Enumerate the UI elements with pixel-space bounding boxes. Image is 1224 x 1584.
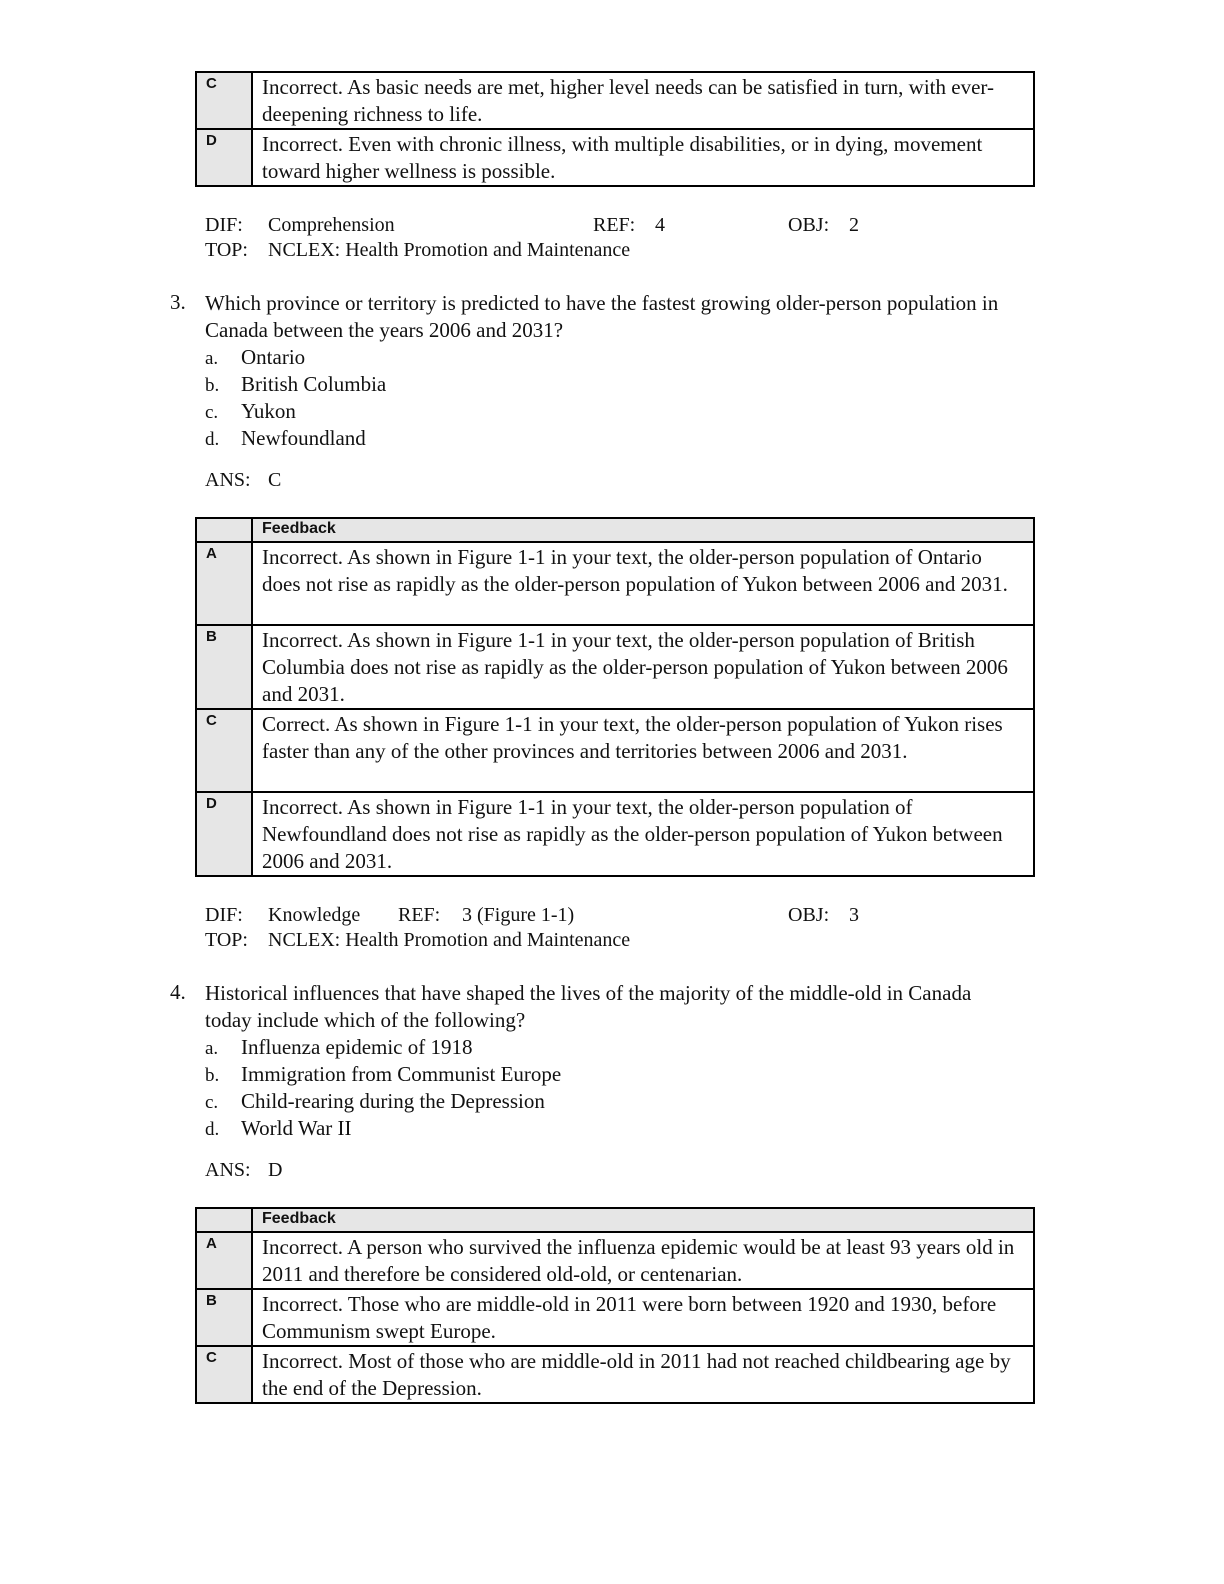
option-text: Newfoundland xyxy=(241,426,366,450)
obj-label: OBJ: xyxy=(788,904,830,926)
answer-label: ANS: xyxy=(205,1159,251,1181)
option-b xyxy=(205,371,386,399)
question-text: Historical influences that have shaped the lives of the majority of the middle-old in Canada today include which of the following? xyxy=(205,981,972,1032)
dif-value: Comprehension xyxy=(268,214,395,236)
feedback-row-label: A xyxy=(196,542,252,625)
option-text: British Columbia xyxy=(241,372,387,396)
top-value: NCLEX: Health Promotion and Maintenance xyxy=(268,239,631,261)
option-a xyxy=(205,1034,473,1062)
option-letter: b. xyxy=(205,375,220,396)
feedback-row xyxy=(196,1289,1034,1346)
option-text: Influenza epidemic of 1918 xyxy=(241,1035,473,1059)
option-text: World War II xyxy=(241,1116,352,1140)
feedback-row-text: Incorrect. Even with chronic illness, with multiple disabilities, or in dying, movement toward higher wellness is possible. xyxy=(252,129,1034,186)
feedback-row-text: Incorrect. A person who survived the influenza epidemic would be at least 93 years old in 2011 and therefore be considered old-old, or centenarian. xyxy=(252,1232,1034,1289)
ref-label: REF: xyxy=(593,214,636,236)
feedback-row-text: Incorrect. As shown in Figure 1-1 in your text, the older-person population of British Columbia does not rise as rapidly as the older-person population of Yukon between 2006 and 2031. xyxy=(252,625,1034,709)
top-value: NCLEX: Health Promotion and Maintenance xyxy=(268,929,631,951)
feedback-row xyxy=(196,709,1034,792)
feedback-row xyxy=(196,792,1034,876)
option-a xyxy=(205,344,305,372)
feedback-row xyxy=(196,72,1034,129)
feedback-row xyxy=(196,1346,1034,1403)
feedback-row-label: A xyxy=(196,1232,252,1289)
answer-value: D xyxy=(268,1159,283,1181)
feedback-row xyxy=(196,129,1034,186)
dif-label: DIF: xyxy=(205,904,243,926)
feedback-header-row xyxy=(196,1208,1034,1232)
option-letter: b. xyxy=(205,1065,220,1086)
dif-value: Knowledge xyxy=(268,904,361,926)
option-letter: a. xyxy=(205,1038,219,1059)
feedback-header-row xyxy=(196,518,1034,542)
feedback-row-label: C xyxy=(196,1346,252,1403)
feedback-header: Feedback xyxy=(252,1208,1034,1232)
feedback-table-q4 xyxy=(195,1207,1035,1404)
option-d xyxy=(205,425,366,453)
feedback-row-text: Correct. As shown in Figure 1-1 in your text, the older-person population of Yukon rises faster than any of the other provinces and territories between 2006 and 2031. xyxy=(252,709,1034,792)
feedback-row xyxy=(196,625,1034,709)
option-letter: c. xyxy=(205,402,219,423)
answer-value: C xyxy=(268,469,282,491)
option-letter: c. xyxy=(205,1092,219,1113)
feedback-row-label: B xyxy=(196,625,252,709)
dif-label: DIF: xyxy=(205,214,243,236)
feedback-row xyxy=(196,1232,1034,1289)
ref-value: 3 (Figure 1-1) xyxy=(462,904,575,926)
feedback-row-text: Incorrect. Most of those who are middle-old in 2011 had not reached childbearing age by the end of the Depression. xyxy=(252,1346,1034,1403)
option-text: Yukon xyxy=(241,399,296,423)
feedback-row-label: C xyxy=(196,72,252,129)
feedback-row-text: Incorrect. As basic needs are met, higher level needs can be satisfied in turn, with ever-deepening richness to life. xyxy=(252,72,1034,129)
question-number: 3. xyxy=(170,290,186,314)
feedback-row-text: Incorrect. As shown in Figure 1-1 in your text, the older-person population of Ontario does not rise as rapidly as the older-person population of Yukon between 2006 and 2031. xyxy=(252,542,1034,625)
obj-label: OBJ: xyxy=(788,214,830,236)
obj-value: 3 xyxy=(849,904,859,926)
option-c xyxy=(205,1088,545,1116)
feedback-table-q2 xyxy=(195,71,1035,187)
feedback-header-blank xyxy=(196,1208,252,1232)
option-c xyxy=(205,398,296,426)
ref-label: REF: xyxy=(398,904,441,926)
feedback-header: Feedback xyxy=(252,518,1034,542)
question-number: 4. xyxy=(170,980,186,1004)
feedback-row-label: D xyxy=(196,129,252,186)
obj-value: 2 xyxy=(849,214,859,236)
option-text: Child-rearing during the Depression xyxy=(241,1089,545,1113)
option-b xyxy=(205,1061,561,1089)
feedback-header-blank xyxy=(196,518,252,542)
feedback-table-q3 xyxy=(195,517,1035,877)
option-d xyxy=(205,1115,352,1143)
option-text: Ontario xyxy=(241,345,306,369)
question-text: Which province or territory is predicted to have the fastest growing older-person population in Canada between the years 2006 and 2031? xyxy=(205,291,999,342)
feedback-row xyxy=(196,542,1034,625)
top-label: TOP: xyxy=(205,929,248,951)
feedback-row-label: C xyxy=(196,709,252,792)
option-letter: d. xyxy=(205,1119,220,1140)
ref-value: 4 xyxy=(655,214,665,236)
option-text: Immigration from Communist Europe xyxy=(241,1062,562,1086)
feedback-row-text: Incorrect. Those who are middle-old in 2011 were born between 1920 and 1930, before Communism swept Europe. xyxy=(252,1289,1034,1346)
option-letter: d. xyxy=(205,429,220,450)
answer-label: ANS: xyxy=(205,469,251,491)
option-letter: a. xyxy=(205,348,219,369)
feedback-row-label: D xyxy=(196,792,252,876)
top-label: TOP: xyxy=(205,239,248,261)
feedback-row-text: Incorrect. As shown in Figure 1-1 in your text, the older-person population of Newfoundland does not rise as rapidly as the older-person population of Yukon between 2006 and 2031. xyxy=(252,792,1034,876)
feedback-row-label: B xyxy=(196,1289,252,1346)
